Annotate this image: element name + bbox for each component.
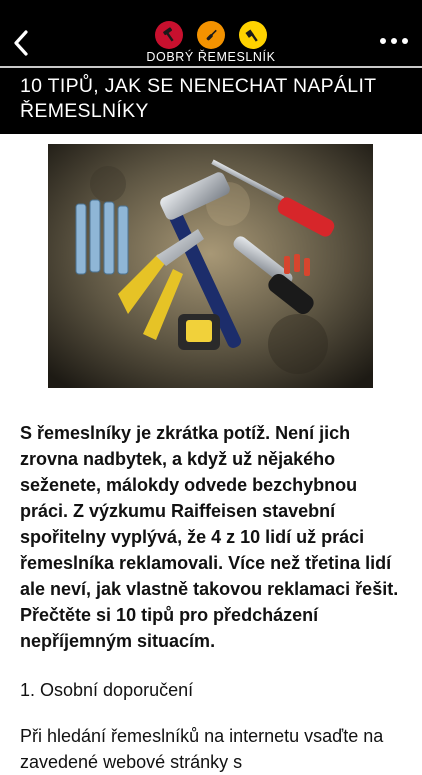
article-image[interactable] xyxy=(48,144,373,388)
more-options-button[interactable] xyxy=(380,35,408,47)
article-paragraph: Při hledání řemeslníků na internetu vsaďte na zavedené webové stránky s xyxy=(20,726,384,772)
brand-name: DOBRÝ ŘEMESLNÍK xyxy=(146,50,276,64)
section-heading: 1. Osobní doporučení xyxy=(20,680,194,700)
article-lead: S řemeslníky je zkrátka potíž. Není jich zrovna nadbytek, a když už nějakého seženete, málokdy odvede bezchybnou práci. Z výzkumu Raiffeisen stavební spořitelny vyplývá, že 4 z 10 lidí už práci řemeslníka reklamovali. Více než třetina lidí ale neví, jak vlastně takovou reklamaci řešit. Přečtěte si 10 tipů pro předcházení nepříjemným situacím. xyxy=(20,423,399,651)
tools-photo xyxy=(48,144,373,388)
article-title: 10 TIPŮ, JAK SE NENECHAT NAPÁLIT ŘEMESLNÍKY xyxy=(20,75,377,122)
brand-logos xyxy=(155,21,267,49)
more-dots-icon xyxy=(380,38,386,44)
screwdriver-icon xyxy=(197,21,225,49)
top-bar xyxy=(0,0,422,66)
article-body xyxy=(20,420,402,775)
paint-brush-icon xyxy=(239,21,267,49)
hammer-icon xyxy=(155,21,183,49)
